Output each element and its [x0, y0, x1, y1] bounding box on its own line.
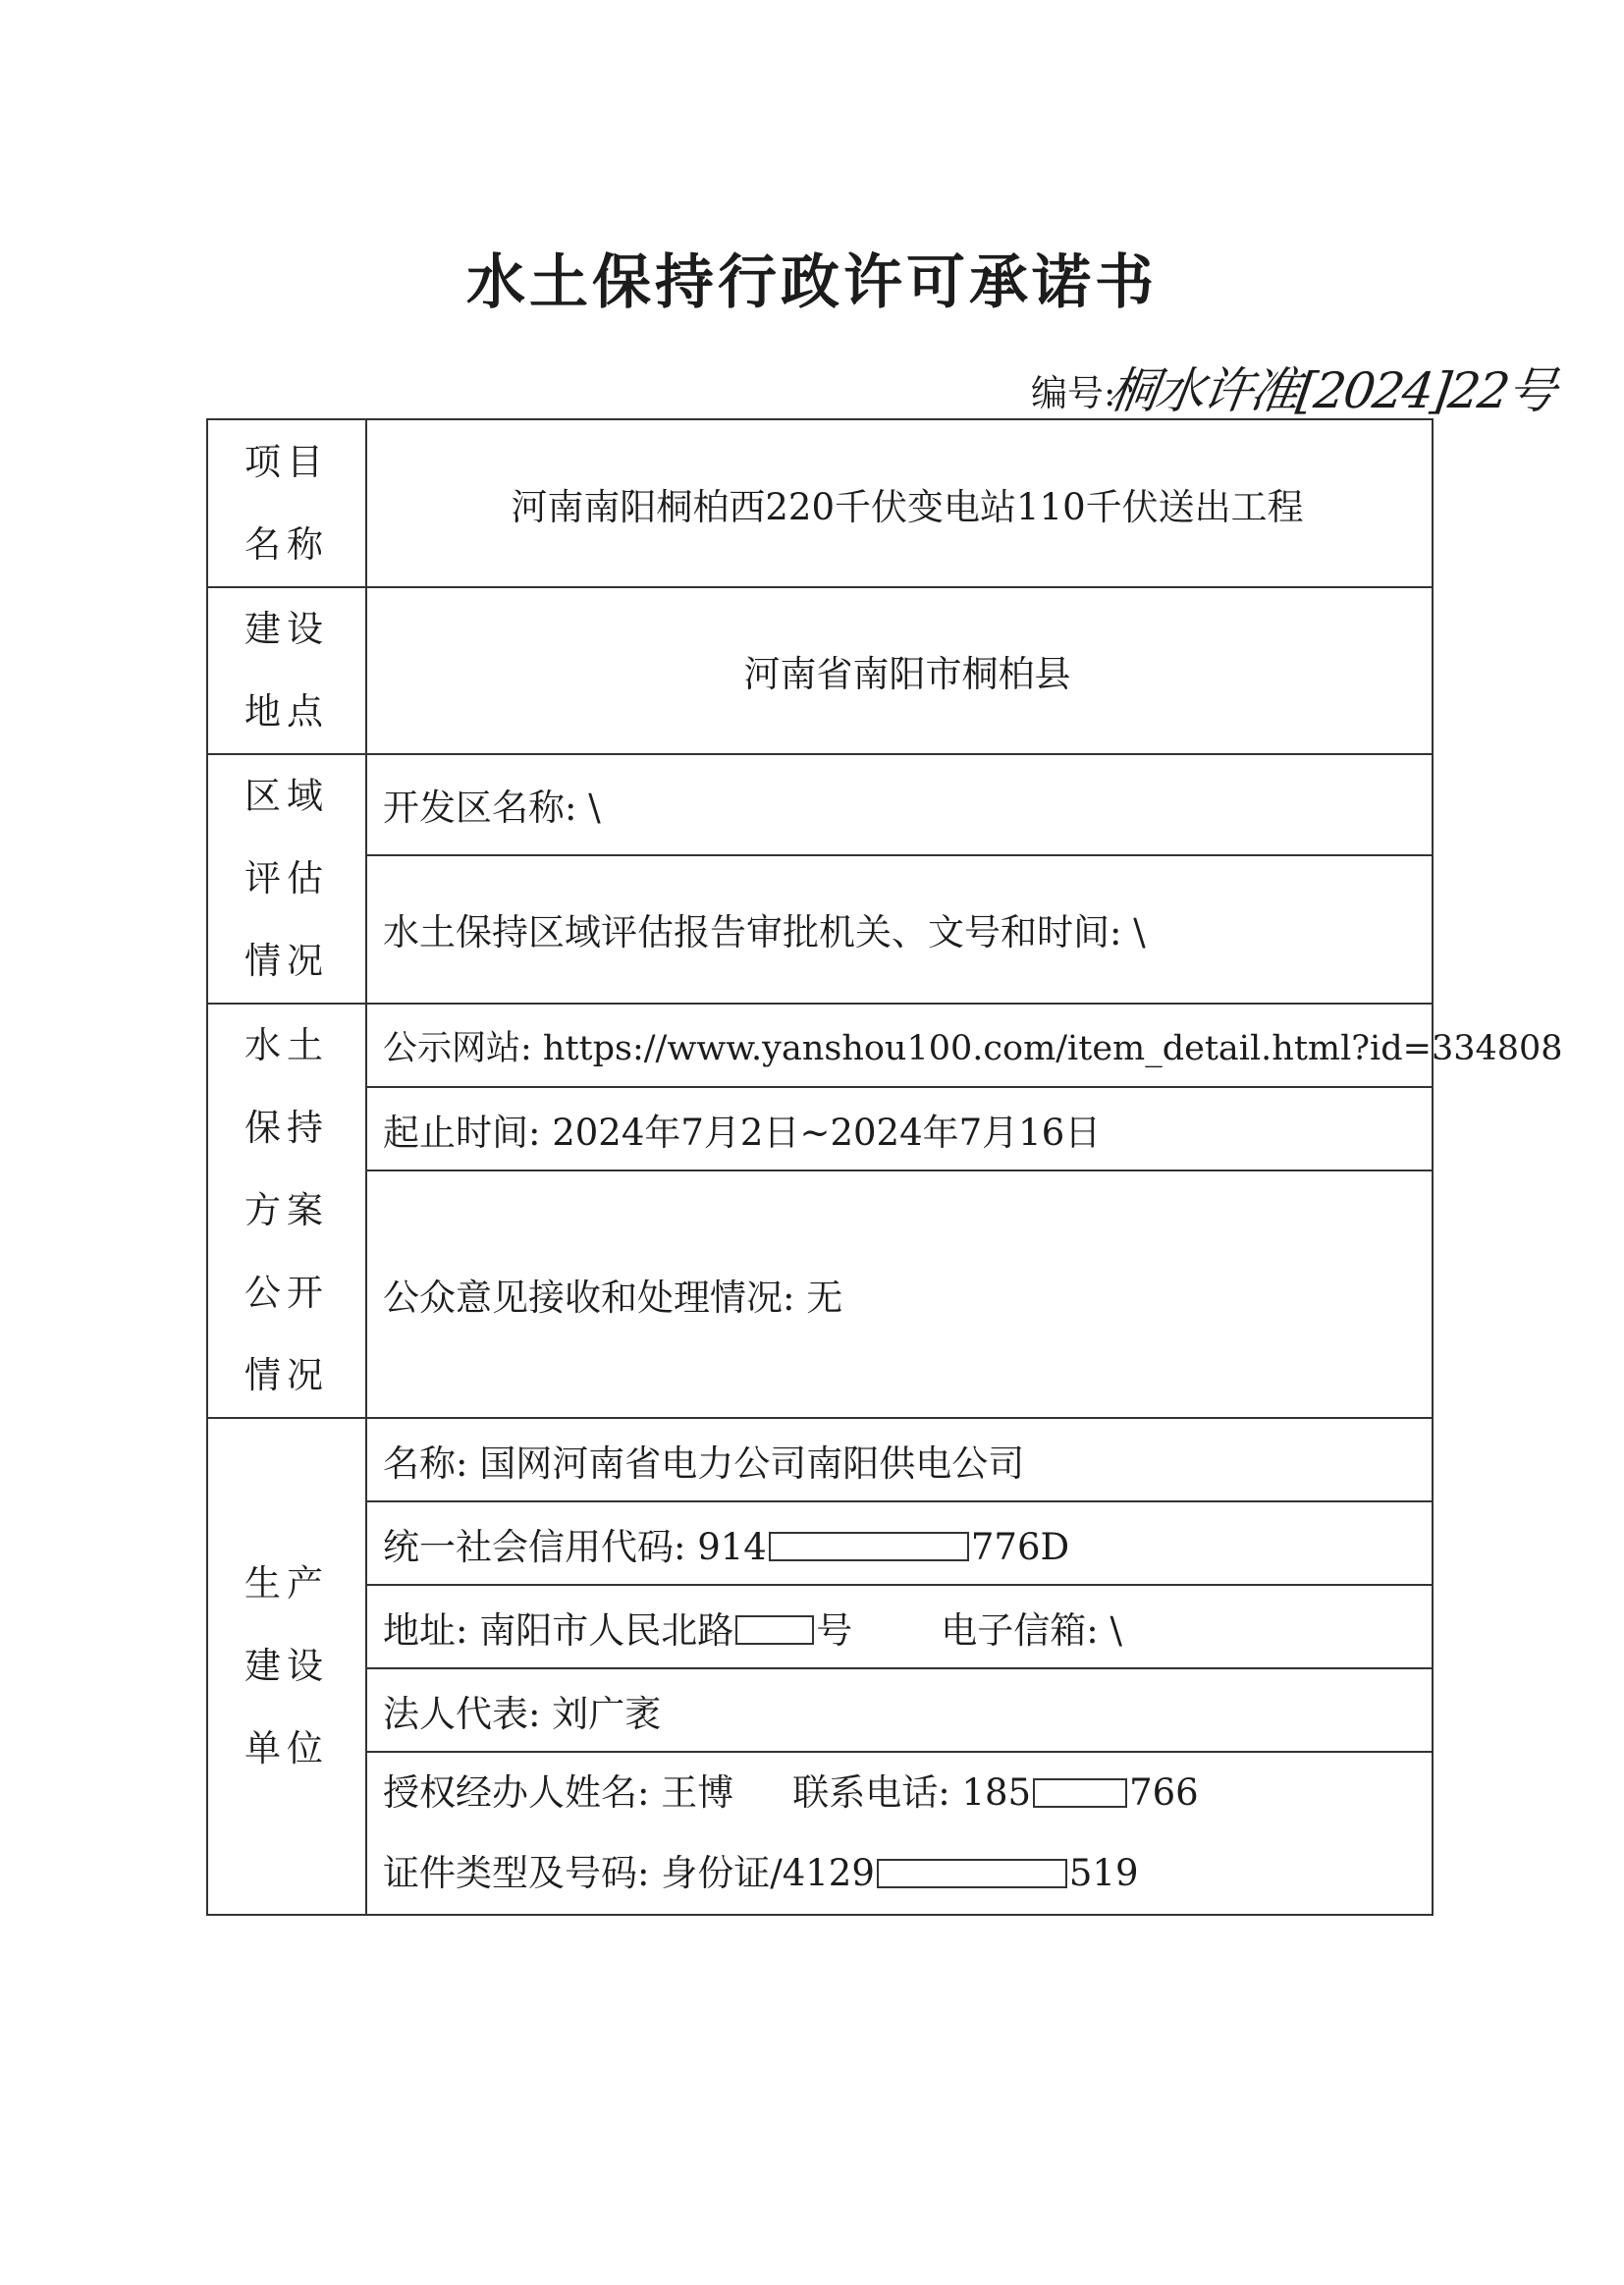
- regional-row-1: [207, 754, 1433, 855]
- email: 电子信箱: \: [941, 1608, 1122, 1652]
- disclosure-website: 公示网站: https://www.yanshou100.com/item_detail.html?id=334808: [366, 1004, 1433, 1087]
- document-number-label: 编号:: [1031, 372, 1116, 414]
- public-feedback: 公众意见接收和处理情况: 无: [366, 1170, 1433, 1418]
- redaction-box: [769, 1532, 969, 1561]
- regional-label: 区域 评估 情况: [207, 754, 366, 1004]
- agent-info: 授权经办人姓名: 王博 联系电话: 185 766 证件类型及号码: 身份证/4129 519: [366, 1752, 1433, 1915]
- document-number-value: 桐水许准[2024]22号: [1105, 362, 1559, 419]
- disclosure-row-1: [207, 1004, 1433, 1087]
- document-title: 水土保持行政许可承诺书: [466, 248, 1158, 317]
- disclosure-label: 水土 保持 方案 公开 情况: [207, 1004, 366, 1418]
- commitment-table: [206, 418, 1563, 1916]
- unit-row-address: [207, 1585, 1433, 1668]
- address: 地址: 南阳市人民北路: [383, 1608, 734, 1652]
- project-row: [207, 419, 1433, 587]
- disclosure-row-2: [207, 1087, 1433, 1170]
- id-number: 证件类型及号码: 身份证/4129: [383, 1852, 875, 1894]
- disclosure-row-3: [207, 1170, 1433, 1418]
- redaction-box: [1033, 1778, 1127, 1808]
- project-name: 河南南阳桐柏西220千伏变电站110千伏送出工程: [366, 419, 1433, 587]
- phone: 联系电话: 185: [792, 1771, 1032, 1814]
- agent-name: 授权经办人姓名: 王博: [383, 1771, 734, 1814]
- unit-label: 生产 建设 单位: [207, 1418, 366, 1915]
- regional-report: 水土保持区域评估报告审批机关、文号和时间: \: [366, 855, 1433, 1004]
- unit-row-name: [207, 1418, 1433, 1501]
- unit-row-legal: [207, 1668, 1433, 1752]
- address-email: 地址: 南阳市人民北路 号 电子信箱: \: [366, 1585, 1433, 1668]
- legal-representative: 法人代表: 刘广袤: [366, 1668, 1433, 1752]
- regional-row-2: [207, 855, 1433, 1004]
- unit-row-agent: [207, 1752, 1433, 1915]
- unit-row-credit: [207, 1501, 1433, 1585]
- location-label: 建设 地点: [207, 587, 366, 754]
- project-label: 项目 名称: [207, 419, 366, 587]
- location-row: [207, 587, 1433, 754]
- credit-code: 统一社会信用代码: 914 776D: [366, 1501, 1433, 1585]
- redaction-box: [735, 1615, 814, 1645]
- dev-zone-name: 开发区名称: \: [366, 754, 1433, 855]
- unit-name: 名称: 国网河南省电力公司南阳供电公司: [366, 1418, 1433, 1501]
- location-value: 河南省南阳市桐柏县: [366, 587, 1433, 754]
- redaction-box: [877, 1859, 1067, 1888]
- disclosure-period: 起止时间: 2024年7月2日~2024年7月16日: [366, 1087, 1433, 1170]
